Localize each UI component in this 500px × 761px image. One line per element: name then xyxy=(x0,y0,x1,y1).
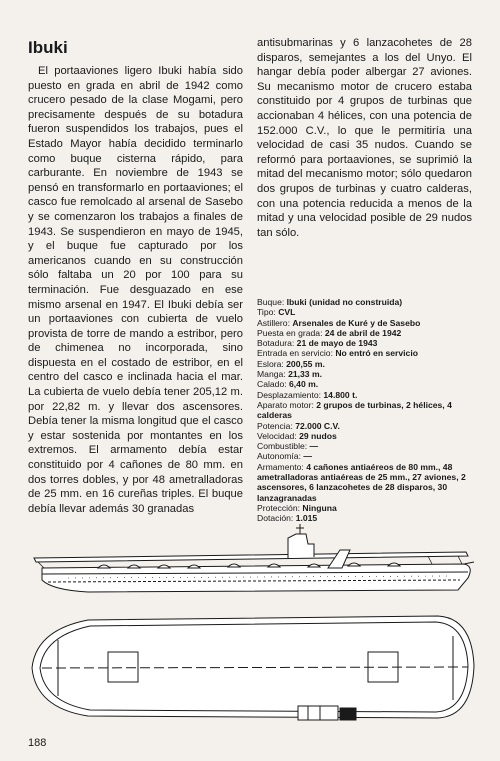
spec-label: Velocidad: xyxy=(257,430,297,441)
spec-value: 24 de abril de 1942 xyxy=(324,327,402,338)
spec-value: CVL xyxy=(278,307,296,318)
spec-label: Puesta en grada: xyxy=(257,327,323,338)
spec-value: 200,55 m. xyxy=(286,358,325,369)
spec-label: Armamento: xyxy=(257,461,304,472)
spec-row xyxy=(257,338,476,348)
spec-row xyxy=(257,379,476,389)
spec-row xyxy=(257,400,476,421)
spec-label: Manga: xyxy=(257,369,286,380)
spec-row xyxy=(257,348,476,358)
spec-label: Entrada en servicio: xyxy=(257,348,333,359)
spec-value: Ninguna xyxy=(302,502,337,513)
spec-row xyxy=(257,503,476,513)
spec-row xyxy=(257,359,476,369)
spec-label: Combustible: xyxy=(257,441,308,452)
spec-label: Botadura: xyxy=(257,338,295,349)
spec-row xyxy=(257,307,476,317)
spec-value: 6,40 m. xyxy=(289,379,319,390)
paragraph: El portaaviones ligero Ibuki había sido puesto en grada en abril de 1942 como crucero pesado de la clase Mogami, pero precisamente después de su botadura fueron suspendidos los trabajos, pues el Estado Mayor había decidido terminarlo como buque cisterna rápido, para carburante. En noviembre de 1943 se pensó en transformarlo en portaaviones; el casco fue remolcado al arsenal de Sasebo y se comenzaron los trabajos a finales de 1943. Se suspendieron en mayo de 1945, y el buque fue capturado por los americanos cuando en su construcción sólo faltaba un 20 por 100 para su terminación. Fue desguazado en ese mismo arsenal en 1947. El Ibuki debía ser un portaaviones con cubierta de vuelo provista de torre de mando a estribor, pero de chimenea no incorporada, sino dispuesta en el costado de estribor, en el centro del casco e inclinada hacia el mar. La cubierta de vuelo debía tener 205,12 m. por 22,82 m. y llevar dos ascensores. Debía tener la misma longitud que el casco y estar sostenida por montantes en los extremos. El armamento debía estar constituido por 4 cañones de 80 mm. en dos torres dobles, y por 48 ametralladoras de 25 mm. en 16 cureñas triples. El buque debía llevar además 30 granadas xyxy=(28,65,243,515)
spec-row xyxy=(257,328,476,338)
ship-side-profile xyxy=(34,524,474,592)
spec-row xyxy=(257,462,476,503)
spec-value: 72.000 C.V. xyxy=(295,420,340,431)
spec-value: 29 nudos xyxy=(299,430,337,441)
spec-value: 21,33 m. xyxy=(288,369,322,380)
spec-label: Calado: xyxy=(257,379,287,390)
spec-label: Aparato motor: xyxy=(257,399,314,410)
paragraph: antisubmarinas y 6 lanzacohetes de 28 disparos, semejantes a los del Unyo. El hangar debía poder albergar 27 aviones. Su mecanismo motor de crucero estaba constituido por 4 grupos de turbinas que accionaban 4 hélices, con una potencia de 152.000 C.V., lo que le permitiría una velocidad de casi 35 nudos. Cuando se reformó para portaaviones, se suprimió la mitad del mecanismo motor; sólo quedaron dos grupos de turbinas y cuatro calderas, con una potencia reducida a menos de la mitad y una velocidad posible de 29 nudos tan sólo. xyxy=(257,37,472,239)
article-title: Ibuki xyxy=(28,38,68,57)
spec-value: — xyxy=(303,451,312,462)
spec-label: Protección: xyxy=(257,502,300,513)
left-text-column xyxy=(28,64,243,516)
spec-row xyxy=(257,451,476,461)
ship-specifications xyxy=(257,297,476,524)
right-text-column xyxy=(257,36,472,240)
spec-value: No entró en servicio xyxy=(335,348,418,359)
spec-value: Arsenales de Kuré y de Sasebo xyxy=(292,317,421,328)
spec-row xyxy=(257,421,476,431)
spec-value: 14.800 t. xyxy=(323,389,358,400)
page-number: 188 xyxy=(28,737,47,749)
spec-row xyxy=(257,318,476,328)
spec-label: Tipo: xyxy=(257,307,276,318)
spec-label: Potencia: xyxy=(257,420,293,431)
spec-value: Ibuki (unidad no construida) xyxy=(286,297,403,307)
spec-row xyxy=(257,297,476,307)
spec-label: Desplazamiento: xyxy=(257,389,322,400)
spec-label: Astillero: xyxy=(257,317,290,328)
spec-value: 21 de mayo de 1943 xyxy=(296,338,378,349)
spec-value: 2 grupos de turbinas, 2 hélices, 4 calderas xyxy=(257,399,452,421)
ship-plan-view xyxy=(32,616,474,720)
spec-value: 4 cañones antiaéreos de 80 mm., 48 ametralladoras antiaéreas de 25 mm., 27 aviones, 2 ascensores, 6 lanzacohetes de 28 disparos, 30 lanzagranadas xyxy=(257,461,466,503)
spec-label: Eslora: xyxy=(257,358,284,369)
spec-value: — xyxy=(309,441,319,452)
spec-row xyxy=(257,431,476,441)
spec-row xyxy=(257,390,476,400)
spec-row xyxy=(257,369,476,379)
spec-value: 1.015 xyxy=(295,513,318,524)
spec-row xyxy=(257,441,476,451)
ship-drawing xyxy=(28,520,478,725)
spec-label: Autonomía: xyxy=(257,451,301,462)
spec-label: Buque: xyxy=(257,297,285,307)
spec-label: Dotación: xyxy=(257,513,294,524)
